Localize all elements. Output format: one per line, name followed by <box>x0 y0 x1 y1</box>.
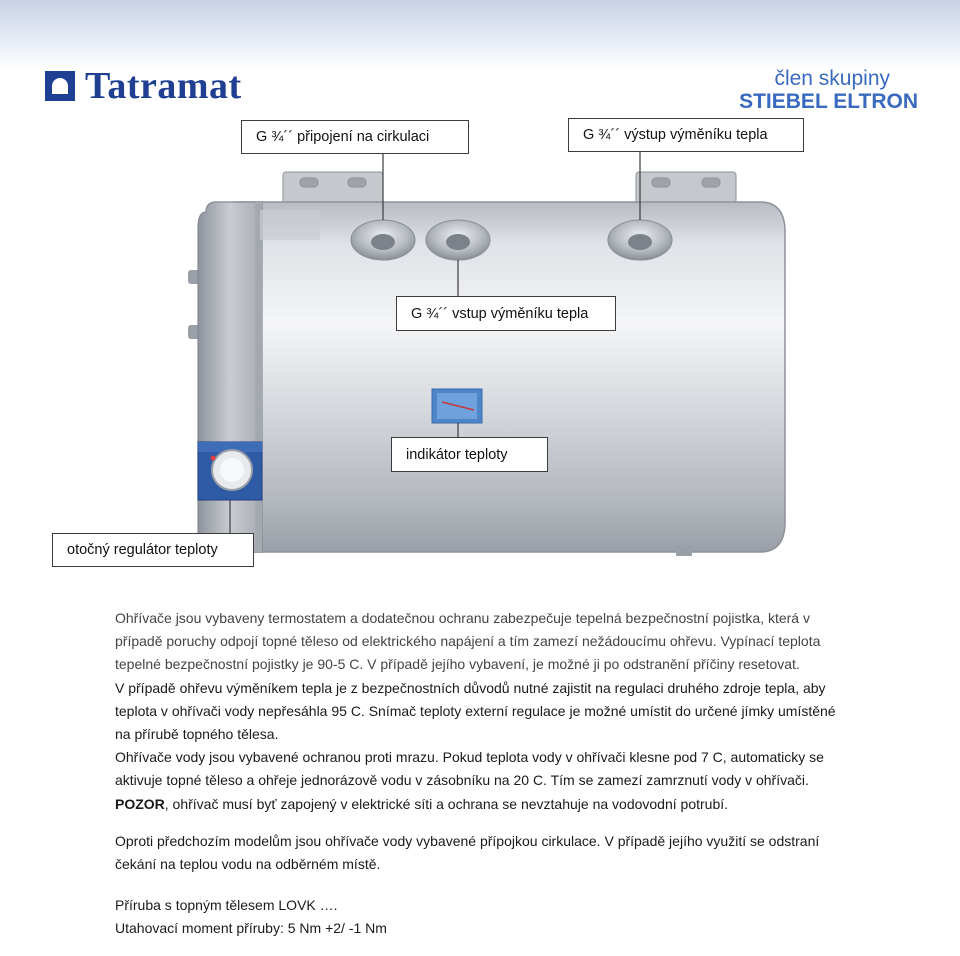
callout-temp-indicator: indikátor teploty <box>391 437 548 472</box>
group-line1: člen skupiny <box>774 67 890 90</box>
control-panel <box>198 442 262 500</box>
paragraph-safety-fuse: Ohřívače jsou vybaveny termostatem a dodatečnou ochranu zabezpečuje tepelná bezpečnostní pojistka, která v případě poruchy odpojí topné těleso od elektrického napájení a tím zamezí nežádoucímu ohřevu. Vypínací teplota tepelné bezpečnostní pojistky je 90-5 C. V případě jejího vybavení, je možné ji po odstranění příčiny resetovat. <box>115 610 821 673</box>
flange-note: Příruba s topným tělesem LOVK …. <box>115 897 338 914</box>
paragraph-frost-protection <box>115 746 845 816</box>
warning-label: POZOR <box>115 795 165 812</box>
frost-text-a: Ohřívače vody jsou vybavené ochranou proti mrazu. Pokud teplota vody v ohřívači klesne pod 7 C, automaticky se aktivuje topné těleso a ohřeje jednorázově vodu v zásobníku na 20 C. Tím se zamezí zamrznutí vody v ohřívači. <box>115 749 824 789</box>
brand-name: Tatramat <box>85 65 242 107</box>
callout-circulation: G ¾´´ připojení na cirkulaci <box>241 120 469 154</box>
group-line2: STIEBEL ELTRON <box>739 90 918 113</box>
description-text <box>115 607 845 941</box>
frost-text-b: , ohřívač musí byť zapojený v elektrické síti a ochrana se nevztahuje na vodovodní potrubí. <box>164 795 729 812</box>
port-exchanger-out <box>608 220 672 260</box>
callout-temp-regulator: otočný regulátor teploty <box>52 533 254 567</box>
paragraph-exchanger: V případě ohřevu výměníkem tepla je z bezpečnostních důvodů nutné zajistit na regulaci druhého zdroje tepla, aby teplota v ohřívači vody nepřesáhla 95 C. Snímač teploty externí regulace je možné umístit do určené jímky umístěné na přírubě topného tělesa. <box>115 679 836 743</box>
callout-exchanger-out: G ¾´´ výstup výměníku tepla <box>568 118 804 152</box>
paragraph-circulation: Oproti předchozím modelům jsou ohřívače vody vybavené přípojkou cirkulace. V případě jejího využití se odstraní čekání na teplou vodu na odběrném místě. <box>115 832 820 873</box>
temperature-indicator-display <box>432 389 482 423</box>
torque-note: Utahovací moment příruby: 5 Nm +2/ -1 Nm <box>115 920 387 937</box>
port-circulation <box>351 220 415 260</box>
port-exchanger-in <box>426 220 490 260</box>
callout-exchanger-in: G ¾´´ vstup výměníku tepla <box>396 296 616 331</box>
